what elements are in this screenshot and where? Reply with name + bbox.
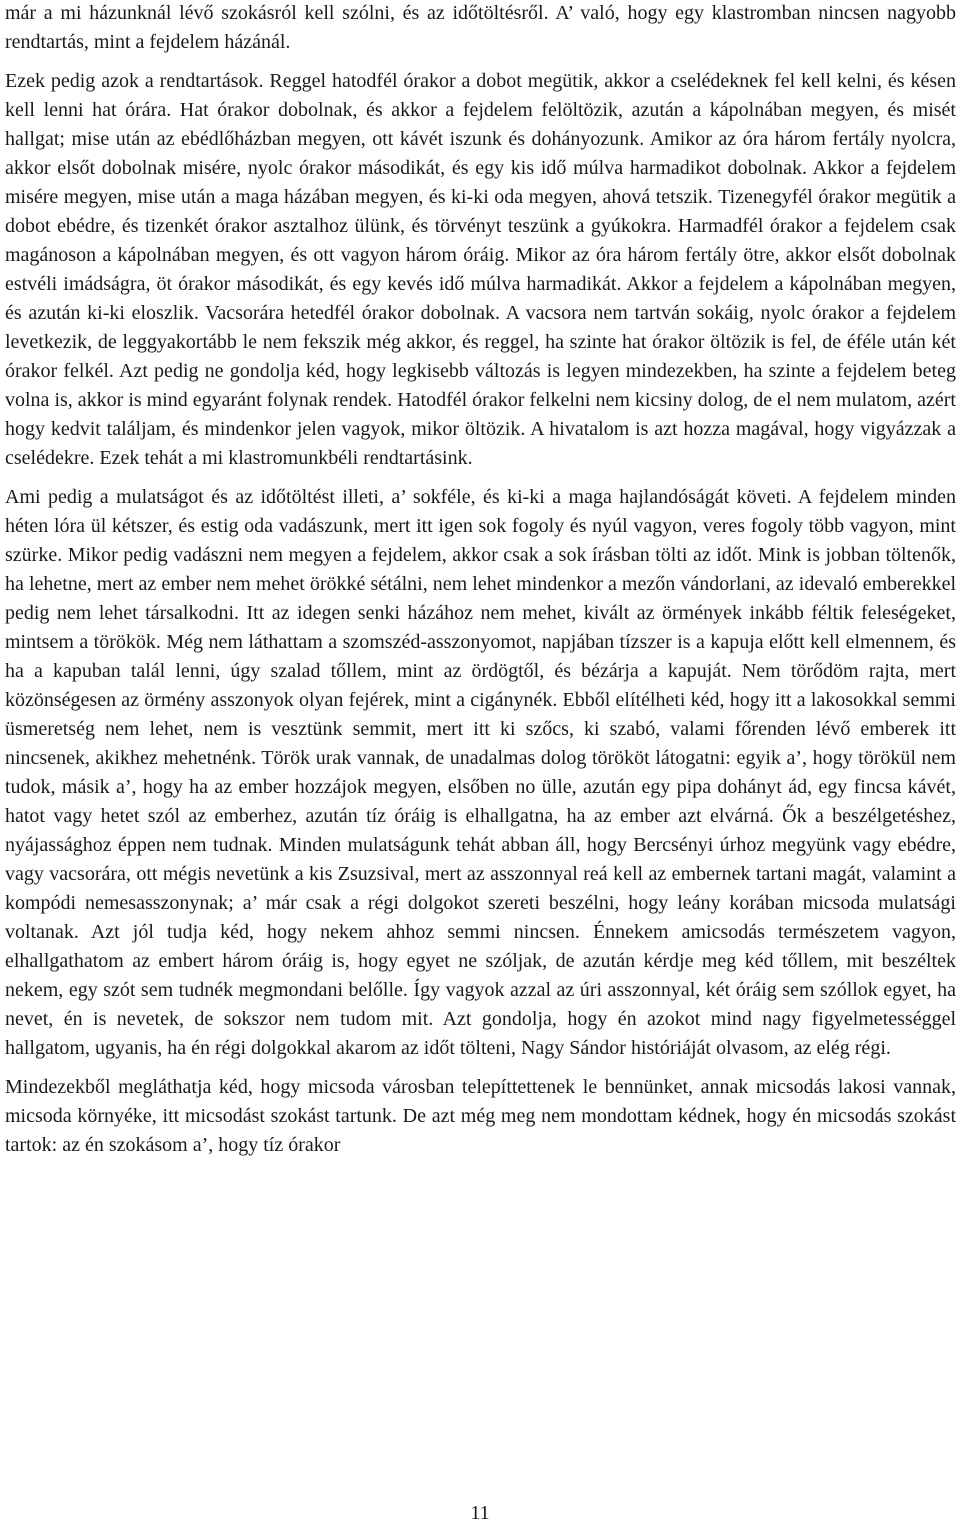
document-page (5, 0, 956, 1170)
paragraph-1: már a mi házunknál lévő szokásról kell szólni, és az időtöltésről. A’ való, hogy egy klastromban nincsen nagyobb rendtartás, mint a fejdelem házánál. (5, 2, 956, 53)
page-number: 11 (470, 1502, 490, 1524)
paragraph-2: Ezek pedig azok a rendtartások. Reggel hatodfél órakor a dobot megütik, akkor a cselédeknek fel kell kelni, és késen kell lenni hat órára. Hat órakor dobolnak, és akkor a fejdelem felöltözik, azután a kápolnában megyen, és misét hallgat; mise után az ebédlőházban megyen, ott kávét iszunk és dohányozunk. Amikor az óra három fertály nyolcra, akkor elsőt dobolnak misére, nyolc órakor másodikát, és egy kis idő múlva harmadikot dobolnak. Akkor a fejdelem misére megyen, mise után a maga házában megyen, és ki-ki oda megyen, ahová tetszik. Tizenegyfél órakor megütik a dobot ebédre, és tizenkét órakor asztalhoz ülünk, és törvényt teszünk a gyúkokra. Harmadfél órakor a fejdelem csak magánoson a kápolnában megyen, és ott vagyon három óráig. Mikor az óra három fertály ötre, akkor elsőt dobolnak estvéli imádságra, öt órakor másodikát, és egy kevés idő múlva harmadikát. Akkor a fejdelem a kápolnában megyen, és azután ki-ki eloszlik. Vacsorára hetedfél órakor dobolnak. A vacsora nem tartván sokáig, nyolc órakor a fejdelem levetkezik, de leggyakortább le nem fekszik még akkor, és reggel, ha szinte hat órakor öltözik is fel, de éféle után két órakor felkél. Azt pedig ne gondolja kéd, hogy legkisebb változás is legyen mindezekben, ha szinte a fejdelem beteg volna is, akkor is mind egyaránt folynak rendek. Hatodfél órakor felkelni nem kicsiny dolog, de el nem mulatom, azért hogy kedvit találjam, és mindenkor jelen vagyok, mikor öltözik. A hivatalom is azt hozza magával, hogy vigyázzak a cselédekre. Ezek tehát a mi klastromunkbéli rendtartásink. (5, 70, 956, 469)
paragraph-3: Ami pedig a mulatságot és az időtöltést illeti, a’ sokféle, és ki-ki a maga hajlandóságát követi. A fejdelem minden héten lóra ül kétszer, és estig oda vadászunk, mert itt igen sok fogoly és nyúl vagyon, veres fogoly több vagyon, mint szürke. Mikor pedig vadászni nem megyen a fejdelem, akkor csak a sok írásban tölti az időt. Mink is jobban töltenők, ha lehetne, mert az ember nem mehet örökké sétálni, nem lehet mindenkor a mezőn vándorlani, az idevaló emberekkel pedig nem lehet társalkodni. Itt az idegen senki házához nem mehet, kivált az örmények inkább féltik feleségeket, mintsem a törökök. Még nem láthattam a szomszéd-asszonyomot, napjában tízszer is a kapuja előtt kell elmennem, és ha a kapuban talál lenni, úgy szalad tőllem, mint az ördögtől, és bézárja a kapuját. Nem törődöm rajta, mert közönségesen az örmény asszonyok olyan fejérek, mint a cigánynék. Ebből elítélheti kéd, hogy itt a lakosokkal semmi üsmeretség nem lehet, nem is vesztünk semmit, mert itt ki szőcs, ki szabó, valami főrenden lévő emberek itt nincsenek, akikhez mehetnénk. Török urak vannak, de unadalmas dolog törököt látogatni: egyik a’, hogy törökül nem tudok, másik a’, hogy ha az ember hozzájok megyen, elsőben no ülle, azután egy pipa dohányt ád, egy fincsa kávét, hatot vagy hetet szól az emberhez, azután tíz óráig is elhallgatna, ha az ember azt elvárná. Ők a beszélgetéshez, nyájassághoz éppen nem tudnak. Minden mulatságunk tehát abban áll, hogy Bercsényi úrhoz megyünk vagy ebédre, vagy vacsorára, ott mégis nevetünk a kis Zsuzsival, mert az asszonnyal reá kell az embernek tartani magát, valamint a kompódi nemesasszonynak; a’ már csak a régi dolgokot szereti beszélni, hogy leány korában micsoda mulatsági voltanak. Azt jól tudja kéd, hogy nekem ahhoz semmi nincsen. Énnekem amicsodás természetem vagyon, elhallgathatom az embert három óráig is, hogy egyet ne szóljak, de azután kérdje meg kéd tőllem, mit beszéltek nekem, egy szót sem tudnék megmondani belőlle. Így vagyok azzal az úri asszonnyal, két óráig sem szóllok egyet, ha nevet, én is nevetek, de sokszor nem tudom mit. Azt gondolja, hogy én azokot mind nagy figyelmetességgel hallgatom, ugyanis, ha én régi dolgokkal akarom az időt tölteni, Nagy Sándor históriáját olvasom, az elég régi. (5, 486, 956, 1059)
paragraph-4: Mindezekből megláthatja kéd, hogy micsoda városban telepíttettenek le bennünket, annak micsodás lakosi vannak, micsoda környéke, itt micsodást szokást tartunk. De azt még meg nem mondottam kédnek, hogy én micsodás szokást tartok: az én szokásom a’, hogy tíz órakor (5, 1076, 956, 1156)
